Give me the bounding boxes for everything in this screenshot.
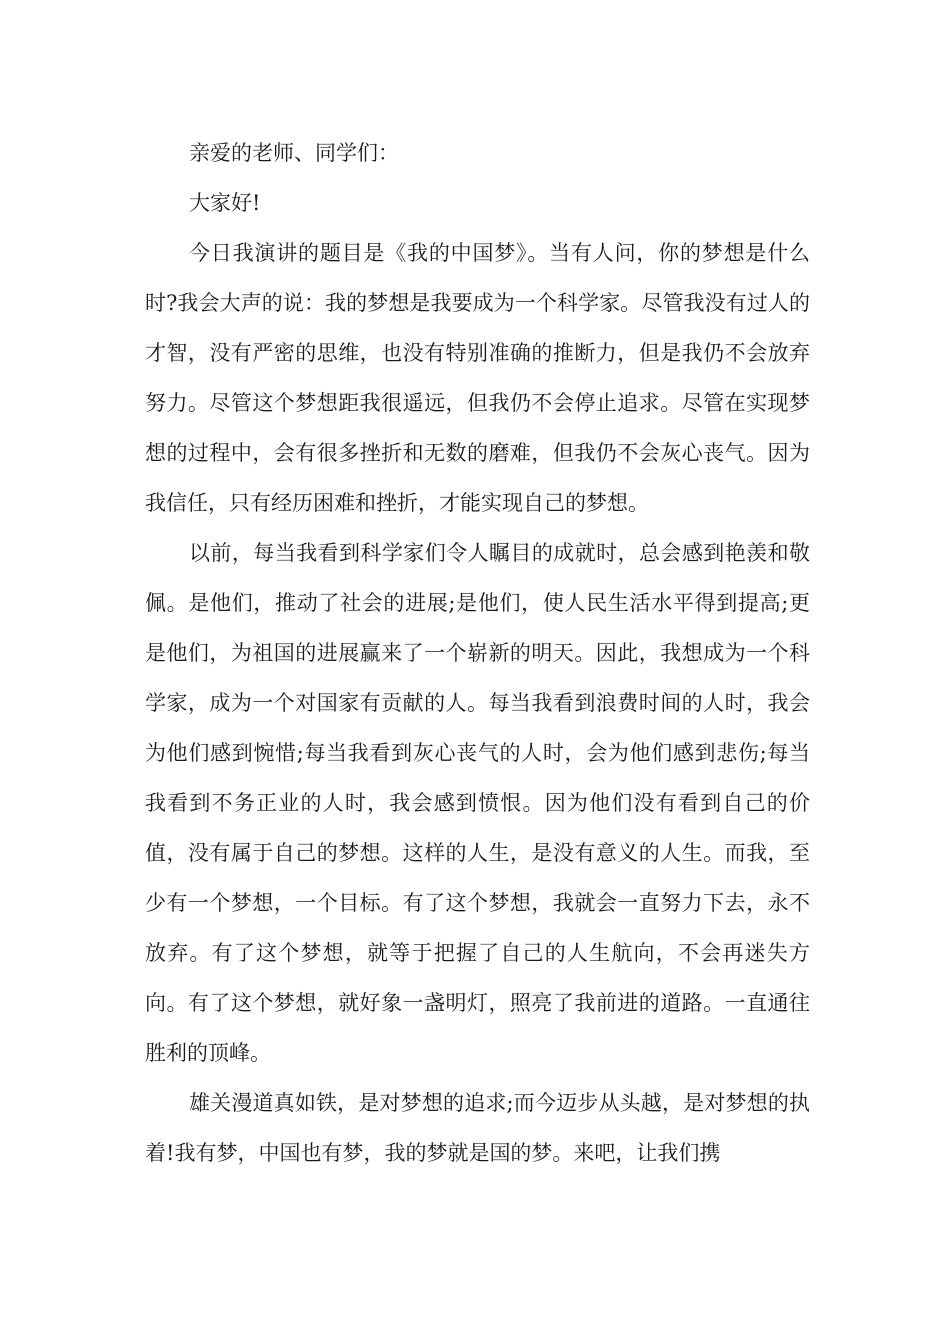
body-paragraph-2: 以前，每当我看到科学家们令人瞩目的成就时，总会感到艳羡和敬佩。是他们，推动了社会的进展;是他们，使人民生活水平得到提高;更是他们，为祖国的进展赢来了一个崭新的明天。因此，我想成为一个科学家，成为一个对国家有贡献的人。每当我看到浪费时间的人时，我会为他们感到惋惜;每当我看到灰心丧气的人时，会为他们感到悲伤;每当我看到不务正业的人时，我会感到愤恨。因为他们没有看到自己的价值，没有属于自己的梦想。这样的人生，是没有意义的人生。而我，至少有一个梦想，一个目标。有了这个梦想，我就会一直努力下去，永不放弃。有了这个梦想，就等于把握了自己的人生航向，不会再迷失方向。有了这个梦想，就好象一盏明灯，照亮了我前进的道路。一直通往胜利的顶峰。 — [145, 541, 810, 1065]
salutation-paragraph: 大家好! — [189, 191, 261, 215]
greeting-paragraph: 亲爱的老师、同学们： — [189, 141, 399, 165]
body-paragraph-3: 雄关漫道真如铁，是对梦想的追求;而今迈步从头越，是对梦想的执着!我有梦，中国也有梦，我的梦就是国的梦。来吧，让我们携 — [145, 1091, 810, 1165]
speech-text — [145, 128, 810, 1178]
body-paragraph-1: 今日我演讲的题目是《我的中国梦》。当有人问，你的梦想是什么时?我会大声的说：我的梦想是我要成为一个科学家。尽管我没有过人的才智，没有严密的思维，也没有特别准确的推断力，但是我仍不会放弃努力。尽管这个梦想距我很遥远，但我仍不会停止追求。尽管在实现梦想的过程中，会有很多挫折和无数的磨难，但我仍不会灰心丧气。因为我信任，只有经历困难和挫折，才能实现自己的梦想。 — [145, 241, 810, 515]
